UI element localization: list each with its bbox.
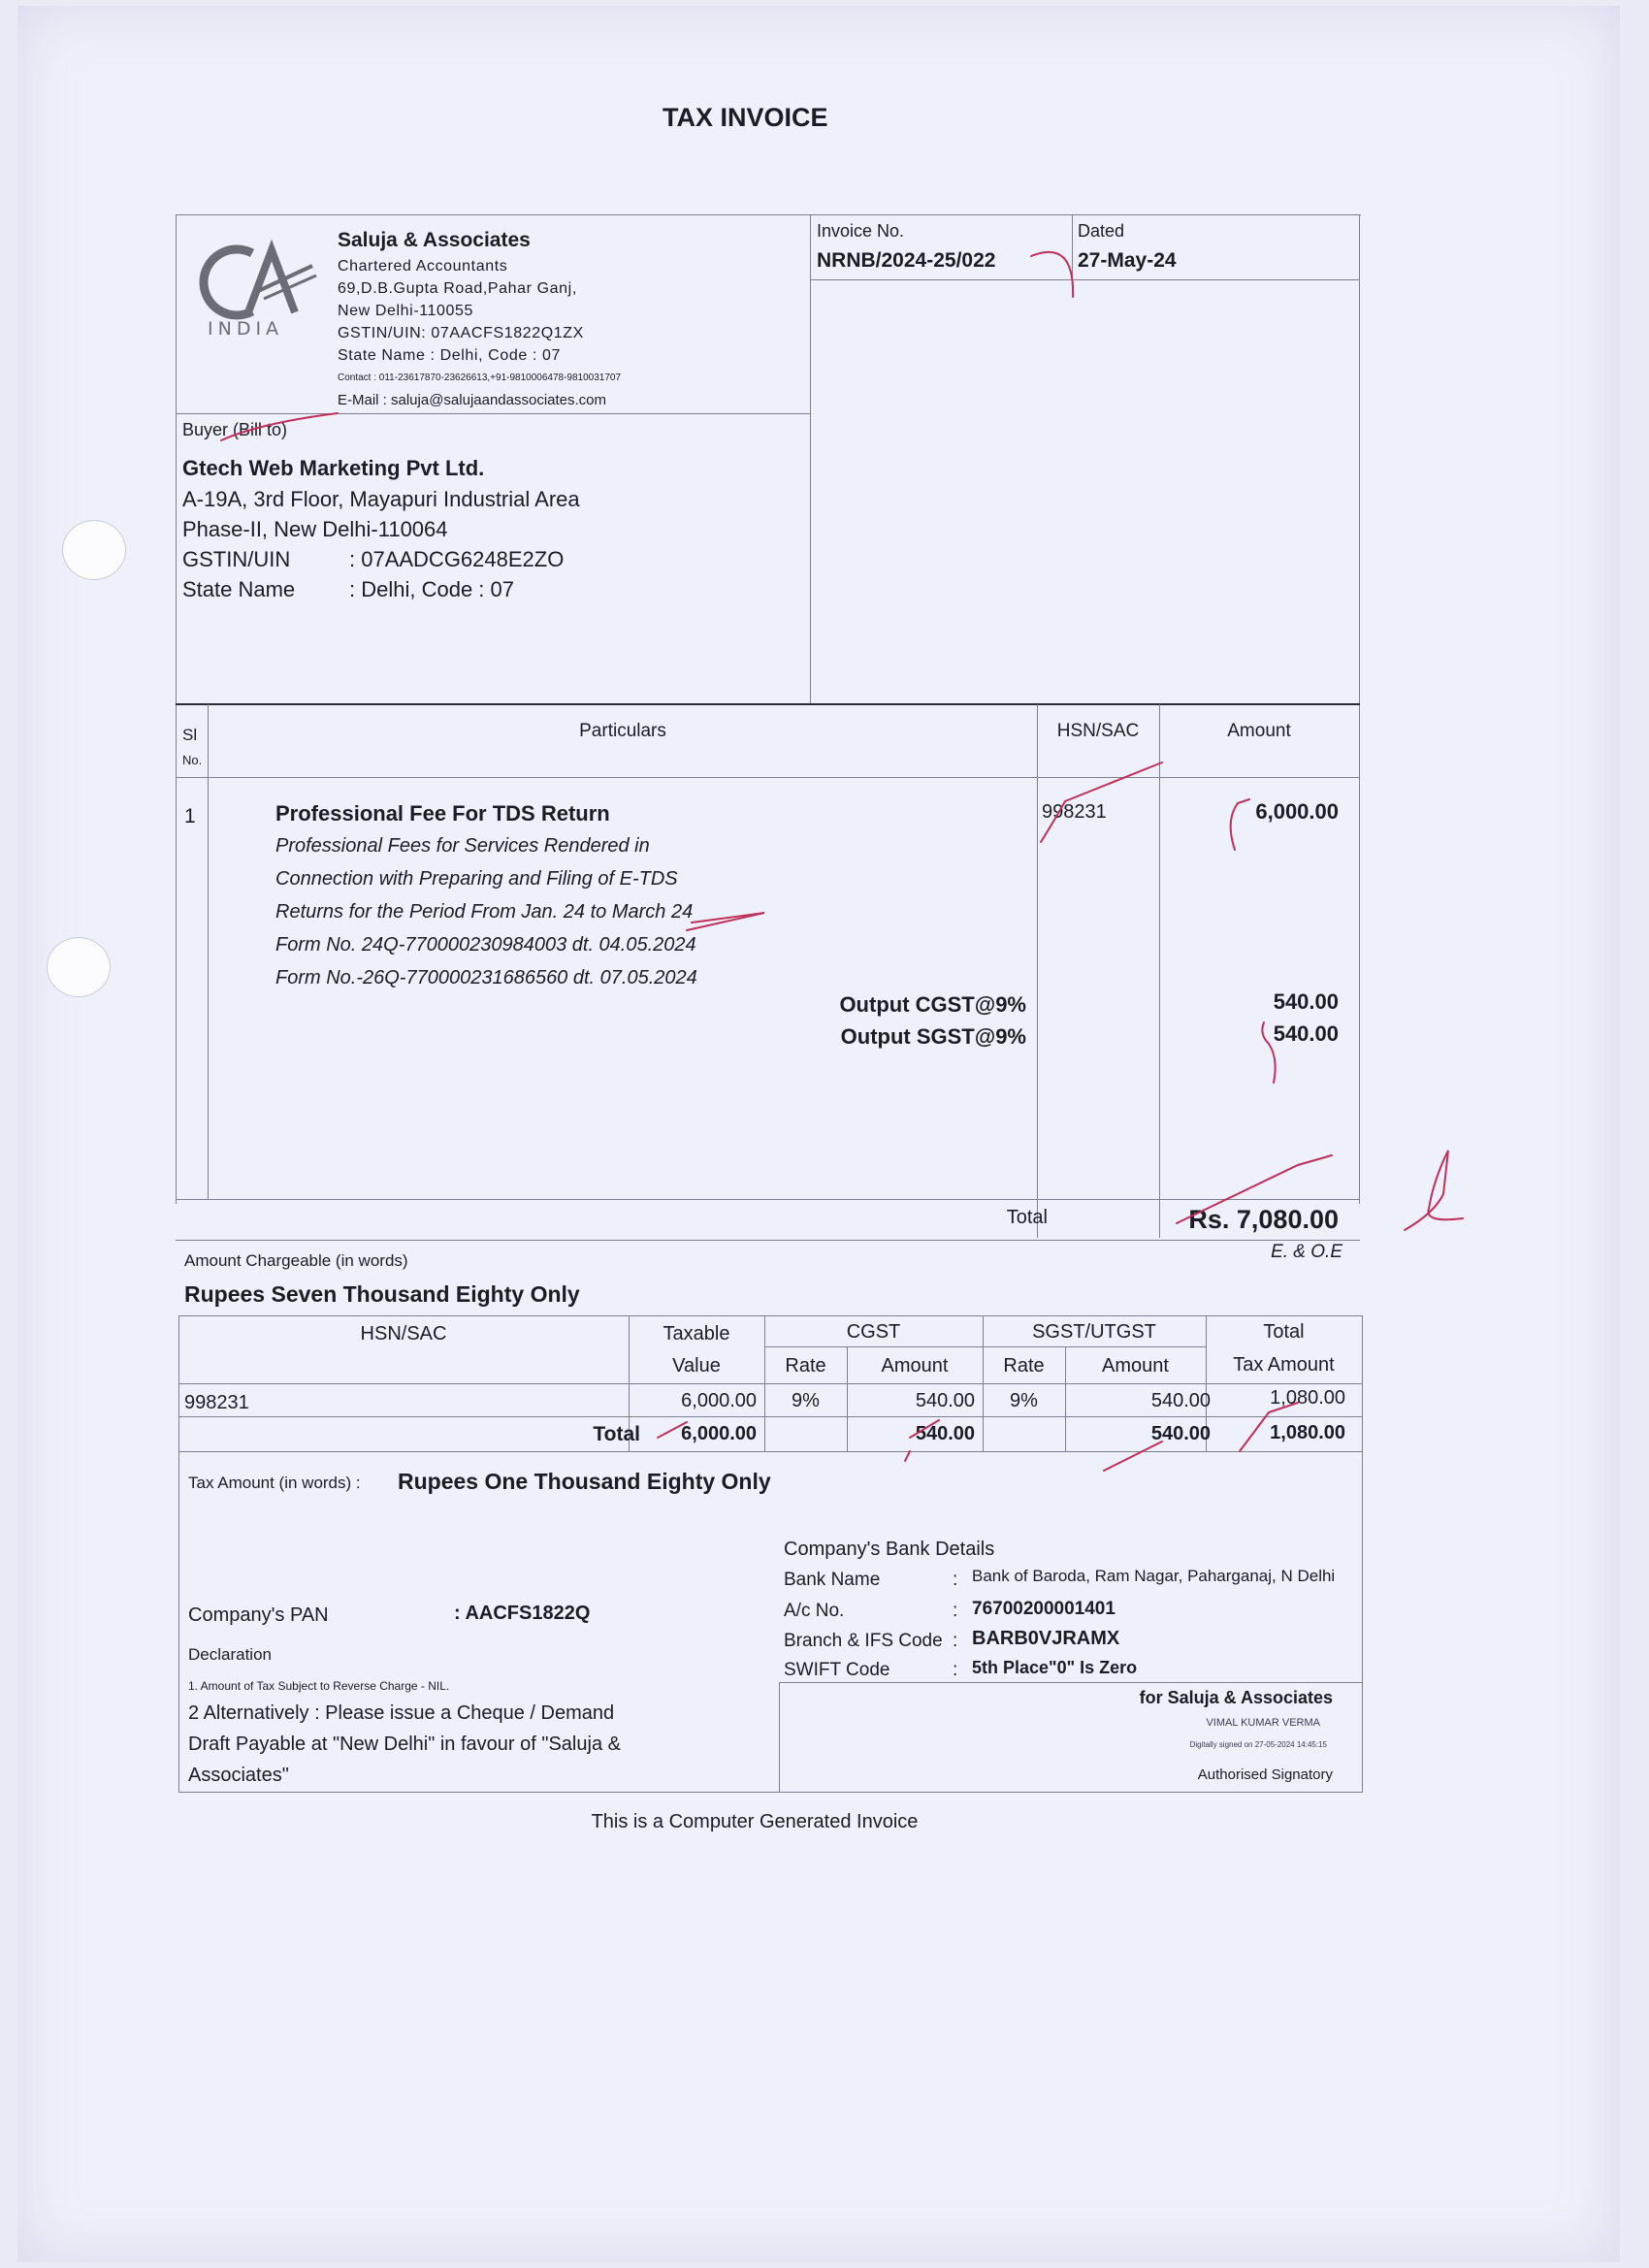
bank-ifsc-label: Branch & IFS Code bbox=[784, 1631, 943, 1651]
declaration-label: Declaration bbox=[188, 1645, 272, 1664]
signatory-digital: Digitally signed on 27-05-2024 14:45:15 bbox=[1189, 1740, 1327, 1749]
amount-words-label: Amount Chargeable (in words) bbox=[184, 1251, 408, 1270]
col-amount: Amount bbox=[1227, 721, 1291, 741]
bank-swift-value: 5th Place"0" Is Zero bbox=[972, 1658, 1138, 1677]
buyer-state: : Delhi, Code : 07 bbox=[349, 577, 514, 601]
seller-gstin: GSTIN/UIN: 07AACFS1822Q1ZX bbox=[338, 325, 584, 341]
seller-email: E-Mail : saluja@salujaandassociates.com bbox=[338, 392, 607, 408]
item-desc-2: Connection with Preparing and Filing of E-TDS bbox=[275, 868, 678, 890]
bank-swift-label: SWIFT Code bbox=[784, 1660, 890, 1680]
total-label: Total bbox=[1006, 1207, 1048, 1228]
item-desc-1: Professional Fees for Services Rendered in bbox=[275, 835, 650, 857]
seller-address-2: New Delhi-110055 bbox=[338, 303, 474, 319]
tax-total-total: 1,080.00 bbox=[1270, 1422, 1345, 1443]
seller-contact: Contact : 011-23617870-23626613,+91-9810006478-9810031707 bbox=[338, 373, 622, 383]
invoice-no: NRNB/2024-25/022 bbox=[817, 249, 996, 272]
tax-row-total: 1,080.00 bbox=[1270, 1387, 1345, 1409]
seller-subtitle: Chartered Accountants bbox=[338, 258, 508, 275]
signatory-for: for Saluja & Associates bbox=[1139, 1688, 1333, 1707]
tax-total-label: Total bbox=[593, 1423, 640, 1445]
col-sl: Sl bbox=[182, 726, 198, 744]
bank-acno-value: 76700200001401 bbox=[972, 1599, 1116, 1619]
item-title: Professional Fee For TDS Return bbox=[275, 801, 610, 826]
tax-row-sgst-rate: 9% bbox=[1010, 1390, 1038, 1411]
tax-col-sgst-amount: Amount bbox=[1102, 1355, 1169, 1377]
tax-words-label: Tax Amount (in words) : bbox=[188, 1474, 361, 1492]
buyer-label: Buyer (Bill to) bbox=[182, 420, 288, 439]
item-desc-5: Form No.-26Q-770000231686560 dt. 07.05.2024 bbox=[275, 967, 697, 988]
invoice-no-label: Invoice No. bbox=[817, 221, 905, 241]
seller-address-1: 69,D.B.Gupta Road,Pahar Ganj, bbox=[338, 280, 577, 297]
bank-name-label: Bank Name bbox=[784, 1570, 881, 1590]
tax-col-total-2: Tax Amount bbox=[1233, 1354, 1335, 1376]
declaration-line-2b: Draft Payable at "New Delhi" in favour of "Saluja & bbox=[188, 1733, 621, 1755]
cgst-label: Output CGST@9% bbox=[839, 992, 1026, 1017]
tax-col-sgst: SGST/UTGST bbox=[1032, 1321, 1156, 1343]
cgst-amount: 540.00 bbox=[1273, 989, 1339, 1014]
eoe-note: E. & O.E bbox=[1271, 1242, 1342, 1262]
tax-col-sgst-rate: Rate bbox=[1003, 1355, 1045, 1377]
declaration-line-2a: 2 Alternatively : Please issue a Cheque / Demand bbox=[188, 1702, 615, 1724]
bank-title: Company's Bank Details bbox=[784, 1539, 995, 1560]
tax-col-cgst-amount: Amount bbox=[881, 1355, 949, 1377]
bank-name-value: Bank of Baroda, Ram Nagar, Paharganaj, N Delhi bbox=[972, 1567, 1336, 1585]
item-sl: 1 bbox=[184, 805, 196, 827]
tax-total-cgst: 540.00 bbox=[915, 1423, 975, 1444]
invoice-date: 27-May-24 bbox=[1078, 249, 1177, 272]
item-hsn: 998231 bbox=[1042, 801, 1107, 823]
sgst-amount: 540.00 bbox=[1273, 1021, 1339, 1046]
amount-words: Rupees Seven Thousand Eighty Only bbox=[184, 1281, 580, 1307]
tax-total-taxable: 6,000.00 bbox=[681, 1423, 757, 1444]
item-desc-4: Form No. 24Q-770000230984003 dt. 04.05.2024 bbox=[275, 934, 696, 956]
signatory-name: VIMAL KUMAR VERMA bbox=[1206, 1717, 1320, 1729]
bank-ifsc-value: BARB0VJRAMX bbox=[972, 1628, 1120, 1649]
tax-total-sgst: 540.00 bbox=[1150, 1423, 1211, 1444]
tax-col-taxable-2: Value bbox=[672, 1355, 721, 1377]
buyer-name: Gtech Web Marketing Pvt Ltd. bbox=[182, 456, 485, 480]
tax-words: Rupees One Thousand Eighty Only bbox=[398, 1469, 771, 1494]
tax-col-cgst-rate: Rate bbox=[785, 1355, 826, 1377]
tax-col-total-1: Total bbox=[1263, 1321, 1305, 1343]
dated-label: Dated bbox=[1078, 221, 1125, 241]
buyer-gstin: : 07AADCG6248E2ZO bbox=[349, 547, 565, 571]
buyer-address-1: A-19A, 3rd Floor, Mayapuri Industrial Area bbox=[182, 487, 580, 511]
col-sl-no: No. bbox=[182, 753, 203, 767]
item-amount: 6,000.00 bbox=[1255, 799, 1339, 824]
buyer-state-label: State Name bbox=[182, 577, 296, 601]
col-hsn: HSN/SAC bbox=[1056, 721, 1140, 741]
pen-marks bbox=[17, 6, 1620, 2262]
tax-row-taxable: 6,000.00 bbox=[681, 1390, 757, 1411]
buyer-address-2: Phase-II, New Delhi-110064 bbox=[182, 517, 448, 541]
total-amount: Rs. 7,080.00 bbox=[1188, 1205, 1339, 1234]
declaration-line-1: 1. Amount of Tax Subject to Reverse Charge - NIL. bbox=[188, 1679, 450, 1693]
tax-col-cgst: CGST bbox=[846, 1321, 901, 1343]
invoice-page: TAX INVOICE INDIA Saluja & Associates Chartered Accountants 69,D.B.Gupta Road,Pahar Ganj, New Delhi-110055 GSTIN/UIN: 07AACFS1822Q1ZX State Name : Delhi, Code : 07 Contact : 011-23617870-23626613,+91-9810006478-9810031707 E-Mail : saluja@salujaandassociates.com Invoice No. NRNB/2024-25/022 Dated 27-May-24 Buyer (Bill to) Gtech Web Marketing Pvt Ltd. A-19A, 3rd Floor, Mayapuri Industrial Area Phase-II, New Delhi-110064 GSTIN/UIN : 07AADCG6248E2ZO State Name : Delhi, Code : 07 Sl No. Particulars HSN/SAC Amount 1 Professional Fee For TDS Return Professional Fees for Services Rendered in Connection with Preparing and Filing of E-TDS Returns for the Period From Jan. 24 to March 24 Form No. 24Q-770000230984003 dt. 04.05.2024 Form No.-26Q-770000231686560 dt. 07.05.2024 998231 6,000.00 Output CGST@9% 540.00 Output SGST@9% 540.00 Total Rs. 7,080.00 Amount Chargeable (in words) E. & O.E Rupees Seven Thousand Eighty Only HSN/SAC Taxable Value CGST SGST/UTGST Total Tax Amount Rate Amount Rate Amount 998231 6,000.00 9% 540.00 9% 540.00 1,080.00 Total 6,000.00 540.00 540.00 1,080.00 Tax Amount (in words) : Rupees One Thousand Eighty Only Company's PAN : AACFS1822Q Declaration 1. Amount of Tax Subject to Reverse Charge - NIL. 2 Alternatively : Please issue a Cheque / Demand Draft Payable at "New Delhi" in favour of "Saluja & Associates" Company's Bank Details Bank Name : Bank of Baroda, Ram Nagar, Paharganaj, N Delhi A/c No. : 76700200001401 Branch & IFS Code : BARB0VJRAMX SWIFT Code : 5th Place"0" Is Zero for Saluja & Associates VIMAL KUMAR VERMA Digitally signed on 27-05-2024 14:45:15 Authorised Signatory This is a Computer Generated Invoice bbox=[17, 6, 1620, 2262]
tax-col-hsn: HSN/SAC bbox=[360, 1323, 447, 1345]
pan-label: Company's PAN bbox=[188, 1604, 329, 1626]
tax-row-sgst-amount: 540.00 bbox=[1150, 1390, 1211, 1411]
pan-value: : AACFS1822Q bbox=[454, 1603, 591, 1624]
declaration-line-2c: Associates" bbox=[188, 1765, 289, 1786]
seller-state: State Name : Delhi, Code : 07 bbox=[338, 347, 561, 364]
seller-name: Saluja & Associates bbox=[338, 229, 531, 251]
footer-note: This is a Computer Generated Invoice bbox=[591, 1811, 919, 1832]
sgst-label: Output SGST@9% bbox=[840, 1024, 1026, 1049]
col-particulars: Particulars bbox=[579, 721, 666, 741]
buyer-gstin-label: GSTIN/UIN bbox=[182, 547, 291, 571]
document-title: TAX INVOICE bbox=[663, 103, 828, 132]
tax-col-taxable-1: Taxable bbox=[663, 1323, 730, 1345]
tax-row-hsn: 998231 bbox=[184, 1392, 249, 1413]
tax-row-cgst-amount: 540.00 bbox=[915, 1390, 975, 1411]
tax-row-cgst-rate: 9% bbox=[792, 1390, 820, 1411]
signatory-label: Authorised Signatory bbox=[1197, 1766, 1333, 1783]
item-desc-3: Returns for the Period From Jan. 24 to March 24 bbox=[275, 901, 694, 923]
bank-acno-label: A/c No. bbox=[784, 1601, 845, 1621]
